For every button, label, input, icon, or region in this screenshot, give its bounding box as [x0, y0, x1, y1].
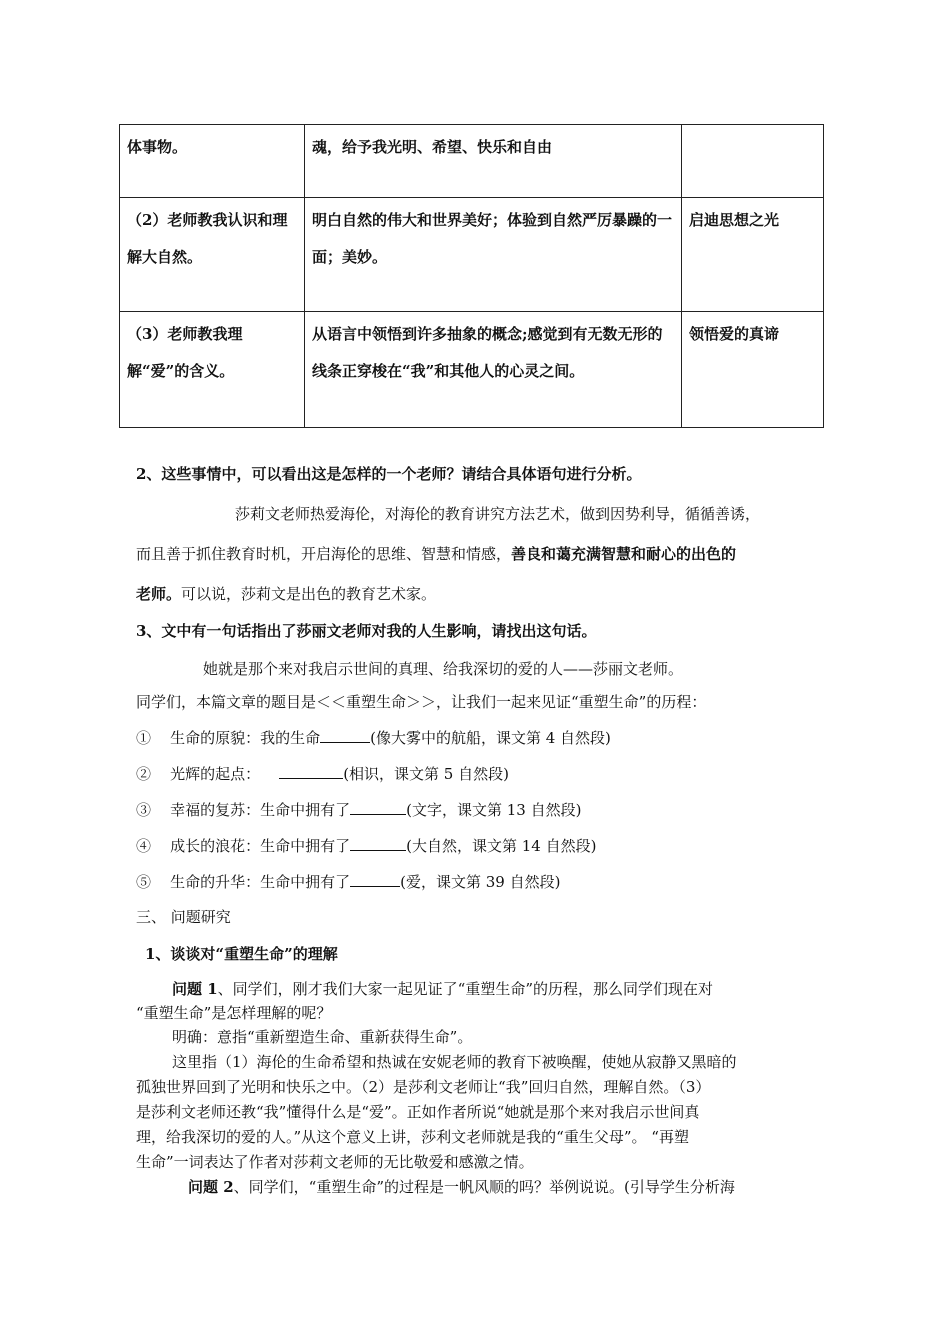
stage-item	[136, 871, 560, 892]
fill-blank	[279, 764, 343, 779]
table-cell: 启迪思想之光	[682, 198, 824, 312]
subsection-heading: 1、谈谈对“重塑生命”的理解	[145, 945, 338, 963]
stage-item	[136, 799, 581, 820]
paragraph-line	[188, 1176, 735, 1197]
paragraph-line: 这里指（1）海伦的生命希望和热诚在安妮老师的教育下被唤醒，使她从寂静又黑暗的	[172, 1053, 737, 1071]
stage-note: (像大雾中的航船，课文第 4 自然段)	[370, 729, 611, 747]
answer-2-conclusion: 可以说，莎莉文是出色的教育艺术家。	[181, 585, 437, 603]
table-cell	[682, 125, 824, 198]
question-3: 3、文中有一句话指出了莎丽文老师对我的人生影响，请找出这句话。	[136, 622, 597, 640]
table-row	[120, 198, 824, 312]
stage-item	[136, 835, 596, 856]
stage-label: 成长的浪花：生命中拥有了	[170, 837, 351, 855]
paragraph-line: 是莎利文老师还教“我”懂得什么是“爱”。正如作者所说“她就是那个来对我启示世间真	[136, 1103, 700, 1121]
answer-2-line-3	[136, 583, 436, 604]
table-row	[120, 312, 824, 428]
paragraph-line: 理，给我深切的爱的人。”从这个意义上讲，莎利文老师就是我的“重生父母”。 “再塑	[136, 1128, 689, 1146]
stage-number: ②	[136, 765, 152, 783]
table-cell: 从语言中领悟到许多抽象的概念;感觉到有无数无形的线条正穿梭在“我”和其他人的心灵之间。	[305, 312, 682, 428]
summary-table	[119, 124, 824, 428]
paragraph-line: “重塑生命”是怎样理解的呢？	[136, 1004, 332, 1022]
stage-label: 幸福的复苏：生命中拥有了	[170, 801, 351, 819]
answer-2-line-1: 莎莉文老师热爱海伦，对海伦的教育讲究方法艺术，做到因势利导，循循善诱，	[235, 505, 761, 523]
table-row	[120, 125, 824, 198]
table-cell: 魂，给予我光明、希望、快乐和自由	[305, 125, 682, 198]
question-text: 、同学们，“重塑生命”的过程是一帆风顺的吗？举例说说。(引导学生分析海	[233, 1178, 735, 1196]
stage-note: (爱，课文第 39 自然段)	[400, 873, 561, 891]
paragraph-line: 生命”一词表达了作者对莎莉文老师的无比敬爱和感激之情。	[136, 1153, 534, 1171]
stage-label: 光辉的起点：	[170, 765, 261, 783]
intro-line: 同学们，本篇文章的题目是＜＜重塑生命＞＞，让我们一起来见证“重塑生命”的历程：	[136, 693, 707, 711]
question-2: 2、这些事情中，可以看出这是怎样的一个老师？请结合具体语句进行分析。	[136, 465, 642, 483]
question-label: 问题 2	[188, 1178, 234, 1196]
answer-2-bold: 善良和蔼充满智慧和耐心的出色的	[511, 545, 737, 563]
fill-blank	[350, 836, 406, 851]
stage-note: (大自然，课文第 14 自然段)	[406, 837, 597, 855]
stage-number: ⑤	[136, 873, 152, 891]
stage-number: ④	[136, 837, 152, 855]
stage-number: ③	[136, 801, 152, 819]
table-cell: 领悟爱的真谛	[682, 312, 824, 428]
question-text: 、同学们，刚才我们大家一起见证了“重塑生命”的历程，那么同学们现在对	[217, 980, 714, 998]
stage-item	[136, 727, 611, 748]
paragraph-line: 明确：意指“重新塑造生命、重新获得生命”。	[172, 1028, 473, 1046]
fill-blank	[350, 872, 400, 887]
answer-2-bold-end: 老师。	[136, 585, 182, 603]
paragraph-line	[172, 978, 713, 999]
answer-3: 她就是那个来对我启示世间的真理、给我深切的爱的人——莎丽文老师。	[203, 660, 684, 678]
question-label: 问题 1	[172, 980, 218, 998]
table-cell: 体事物。	[120, 125, 305, 198]
fill-blank	[350, 800, 406, 815]
stage-number: ①	[136, 729, 152, 747]
answer-2-plain: 而且善于抓住教育时机，开启海伦的思维、智慧和情感，	[136, 545, 512, 563]
stage-label: 生命的原貌：我的生命	[170, 729, 321, 747]
paragraph-line: 孤独世界回到了光明和快乐之中。（2）是莎利文老师让“我”回归自然，理解自然。（3）	[136, 1078, 711, 1096]
stage-label: 生命的升华：生命中拥有了	[170, 873, 351, 891]
stage-note: (文字，课文第 13 自然段)	[406, 801, 582, 819]
table-cell: （3）老师教我理解“爱”的含义。	[120, 312, 305, 428]
section-heading: 三、 问题研究	[136, 908, 231, 926]
table-cell: （2）老师教我认识和理解大自然。	[120, 198, 305, 312]
fill-blank	[320, 728, 370, 743]
answer-2-line-2	[136, 543, 736, 564]
stage-item	[136, 763, 509, 784]
stage-note: (相识，课文第 5 自然段)	[343, 765, 509, 783]
table-cell: 明白自然的伟大和世界美好；体验到自然严厉暴躁的一面；美妙。	[305, 198, 682, 312]
